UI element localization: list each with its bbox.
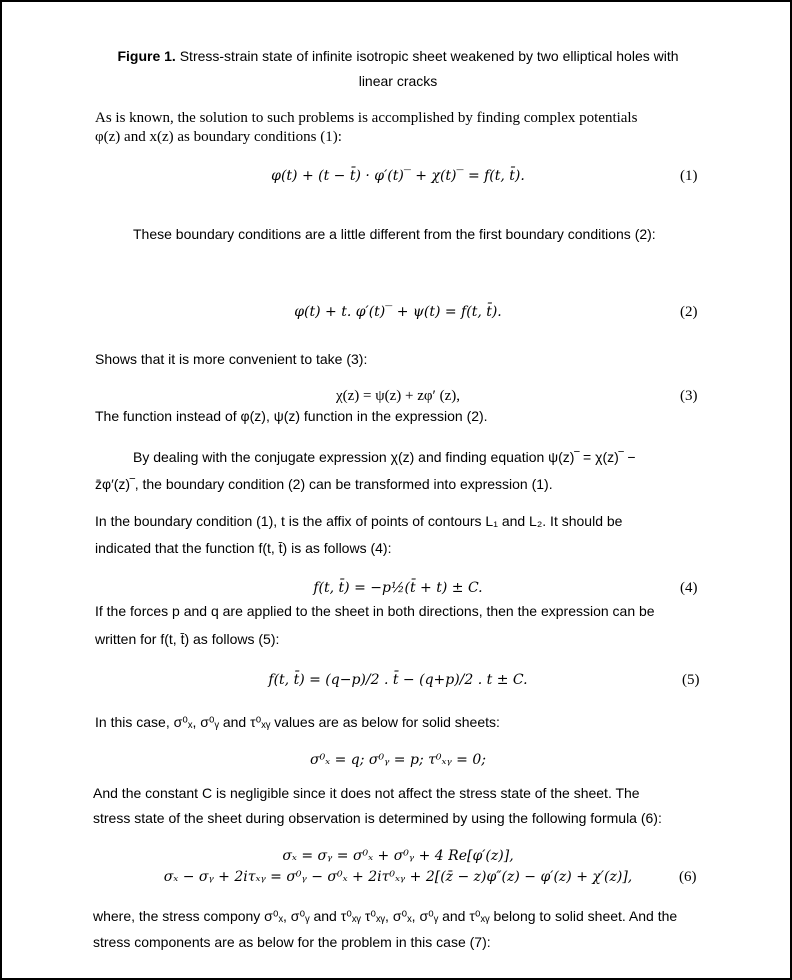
paragraph-5-line-2: z̄φ′(z)‾, the boundary condition (2) can be transformed into expression (1). xyxy=(95,476,553,492)
paragraph-5-line-1: By dealing with the conjugate expression χ(z) and finding equation ψ(z)‾ = χ(z)‾ − xyxy=(133,449,636,465)
paragraph-4-line-1: The function instead of φ(z), ψ(z) function in the expression (2). xyxy=(95,408,488,424)
paragraph-8-line-1: In this case, σ⁰ₓ, σ⁰ᵧ and τ⁰ₓᵧ values are as below for solid sheets: xyxy=(95,714,500,730)
equation-1: φ(t) + (t − t̄) · φ′(t)‾ + χ(t)‾ = f(t, t̄). xyxy=(271,168,525,184)
equation-6: σ⁰ₓ = q; σ⁰ᵧ = p; τ⁰ₓᵧ = 0; xyxy=(310,752,486,768)
equation-2: φ(t) + t. φ′(t)‾ + ψ(t) = f(t, t̄). xyxy=(294,304,502,320)
equation-5: f(t, t̄) = (q−p)/2 . t̄ − (q+p)/2 . t ± C. xyxy=(268,672,528,688)
figure-label: Figure 1. xyxy=(117,48,176,64)
paragraph-10-line-2: stress components are as below for the problem in this case (7): xyxy=(93,934,491,950)
figure-caption-line-2: linear cracks xyxy=(358,73,438,89)
paragraph-6-line-2: indicated that the function f(t, t̄) is as follows (4): xyxy=(95,540,392,556)
paragraph-3-line-1: Shows that it is more convenient to take (3): xyxy=(95,351,368,367)
equation-1-number: (1) xyxy=(680,168,698,184)
paragraph-9-line-2: stress state of the sheet during observation is determined by using the following formula (6): xyxy=(93,810,662,826)
paragraph-7-line-2: written for f(t, t̄) as follows (5): xyxy=(95,631,280,647)
paragraph-7-line-1: If the forces p and q are applied to the sheet in both directions, then the expression can be xyxy=(95,603,655,619)
equation-4-number: (4) xyxy=(680,580,698,596)
paragraph-2-line-1: These boundary conditions are a little different from the first boundary conditions (2): xyxy=(133,226,656,242)
equation-5-number: (5) xyxy=(682,672,700,688)
equation-7-line-2: σₓ − σᵧ + 2iτₓᵧ = σ⁰ᵧ − σ⁰ₓ + 2iτ⁰ₓᵧ + 2[(z̄ − z)φ″(z) − φ′(z) + χ′(z)], xyxy=(163,869,633,885)
equation-3-number: (3) xyxy=(680,388,698,404)
equation-3: χ(z) = ψ(z) + zφ′ (z), xyxy=(335,388,460,404)
figure-caption-text: Stress-strain state of infinite isotropic sheet weakened by two elliptical holes with xyxy=(179,48,679,64)
equation-7-number: (6) xyxy=(679,869,697,885)
figure-caption-line-1 xyxy=(2,48,792,64)
equation-7-line-1: σₓ = σᵧ = σ⁰ₓ + σ⁰ᵧ + 4 Re[φ′(z)], xyxy=(282,848,514,864)
paragraph-10-line-1: where, the stress compony σ⁰ₓ, σ⁰ᵧ and τ⁰ₓᵧ τ⁰ₓᵧ, σ⁰ₓ, σ⁰ᵧ and τ⁰ₓᵧ belong to solid sheet. And the xyxy=(93,908,678,924)
paragraph-1-line-1: As is known, the solution to such problems is accomplished by finding complex potentials xyxy=(95,110,638,126)
equation-4: f(t, t̄) = −p½(t̄ + t) ± C. xyxy=(313,580,483,596)
equation-2-number: (2) xyxy=(680,304,698,320)
paragraph-6-line-1: In the boundary condition (1), t is the affix of points of contours L₁ and L₂. It should be xyxy=(95,513,623,529)
paragraph-1-line-2: φ(z) and x(z) as boundary conditions (1): xyxy=(95,129,342,145)
paragraph-9-line-1: And the constant C is negligible since it does not affect the stress state of the sheet. The xyxy=(93,785,640,801)
